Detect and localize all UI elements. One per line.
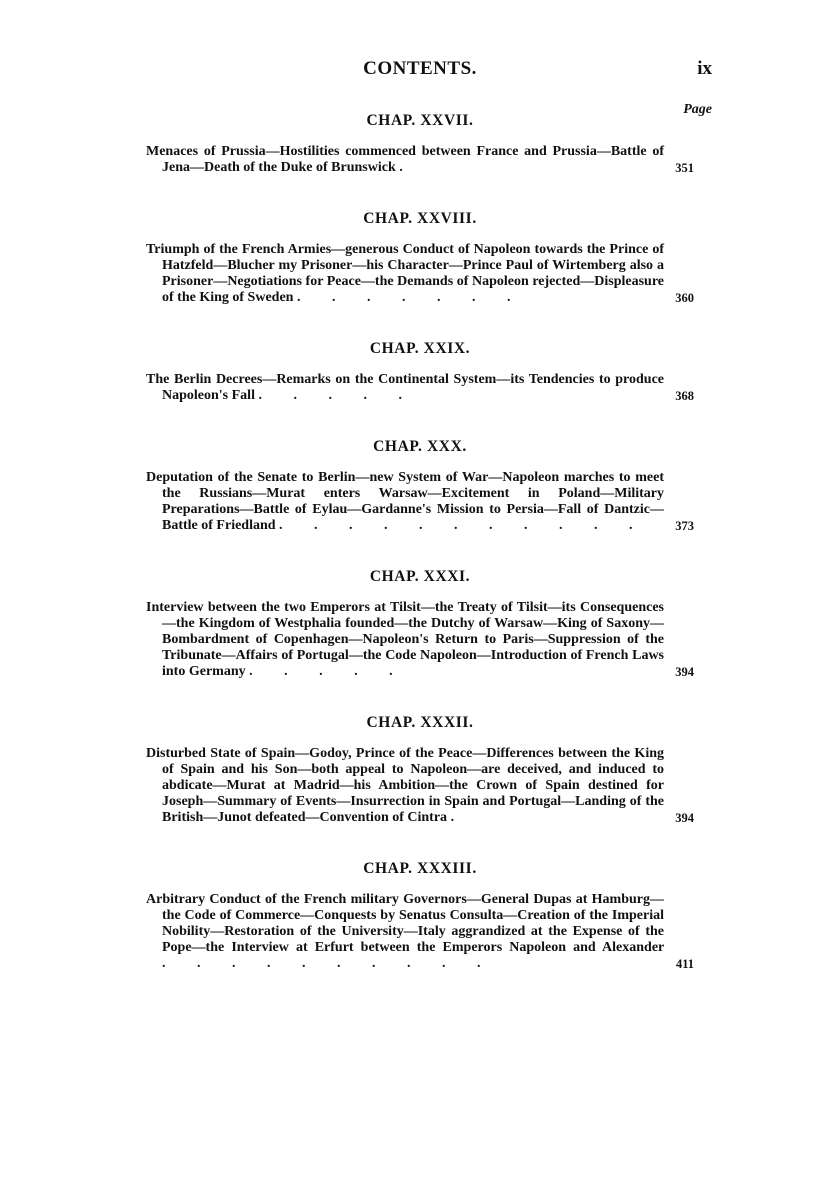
chapter-heading: CHAP. XXXI.	[369, 568, 471, 585]
chapter-summary-text	[146, 242, 664, 306]
dot-leaders: . . . . . . .	[296, 290, 525, 305]
chapter-heading: CHAP. XXIX.	[369, 340, 471, 357]
chapter-summary	[146, 746, 694, 826]
page-header	[0, 58, 840, 88]
chapter-heading: CHAP. XXX.	[373, 438, 467, 455]
chapter-summary-text	[146, 600, 664, 680]
page-column-label: Page	[683, 102, 712, 117]
running-title: CONTENTS.	[363, 58, 477, 79]
chapter-heading: CHAP. XXXII.	[366, 714, 474, 731]
summary-text: Disturbed State of Spain—Godoy, Prince of the Peace—Differences between the King of Spain and his Son—both appeal to Napoleon—are deceived, and induced to abdicate—Murat at Madrid—his Ambition—the Crown of Spain destined for Joseph—Summary of Events—Insurrection in Spain and Portugal—Landing of the British—Junot defeated—Convention of Cintra	[146, 746, 664, 825]
chapter-page-number: 394	[675, 811, 694, 825]
chapter-page-number: 351	[675, 161, 694, 175]
chapter-entry	[146, 112, 694, 176]
chapter-entry	[146, 714, 694, 826]
chapter-heading: CHAP. XXVII.	[366, 112, 474, 129]
chapter-entry	[146, 210, 694, 306]
chapter-summary-text	[146, 372, 664, 404]
chapter-entry	[146, 860, 694, 972]
chapter-heading: CHAP. XXVIII.	[363, 210, 477, 227]
chapter-entry	[146, 568, 694, 680]
chapter-summary	[146, 600, 694, 680]
dot-leaders: .	[399, 160, 417, 175]
chapter-summary-text	[146, 470, 664, 534]
summary-text: Triumph of the French Armies—generous Conduct of Napoleon towards the Prince of Hatzfeld—Blucher my Prisoner—his Character—Prince Paul of Wirtemberg also a Prisoner—Negotiations for Peace—the Demands of Napoleon rejected—Displeasure of the King of Sweden	[146, 242, 664, 305]
chapter-summary	[146, 144, 694, 176]
summary-text: The Berlin Decrees—Remarks on the Continental System—its Tendencies to produce Napoleon's Fall	[146, 372, 664, 403]
summary-text: Interview between the two Emperors at Tilsit—the Treaty of Tilsit—its Consequences—the Kingdom of Westphalia founded—the Dutchy of Warsaw—King of Saxony—Bombardment of Copenhagen—Napoleon's Return to Paris—Suppression of the Tribunate—Affairs of Portugal—the Code Napoleon—Introduction of French Laws into Germany	[146, 600, 664, 679]
dot-leaders: . . . . . . . . . .	[162, 956, 495, 971]
chapter-entry	[146, 340, 694, 404]
dot-leaders: . . . . .	[249, 664, 407, 679]
chapter-summary-text	[146, 746, 664, 826]
chapter-summary-text	[146, 892, 664, 972]
chapter-page-number: 373	[675, 519, 694, 533]
chapter-summary	[146, 242, 694, 306]
chapter-entry	[146, 438, 694, 534]
table-of-contents	[146, 112, 694, 972]
chapter-summary-text	[146, 144, 664, 176]
summary-text: Menaces of Prussia—Hostilities commenced between France and Prussia—Battle of Jena—Death of the Duke of Brunswick	[146, 144, 664, 175]
chapter-summary	[146, 372, 694, 404]
chapter-summary	[146, 892, 694, 972]
chapter-page-number: 360	[675, 291, 694, 305]
dot-leaders: . . . . . . . . . . .	[279, 518, 647, 533]
chapter-page-number: 394	[675, 665, 694, 679]
chapter-page-number: 411	[675, 957, 694, 971]
dot-leaders: . . . . .	[258, 388, 416, 403]
chapter-page-number: 368	[675, 389, 694, 403]
dot-leaders: .	[450, 810, 469, 825]
page-number: ix	[697, 58, 712, 79]
chapter-summary	[146, 470, 694, 534]
summary-text: Arbitrary Conduct of the French military Governors—General Dupas at Hamburg—the Code of Commerce—Conquests by Senatus Consulta—Creation of the Imperial Nobility—Restoration of the University—Italy aggrandized at the Expense of the Pope—the Interview at Erfurt between the Emperors Napoleon and Alexander	[146, 892, 664, 955]
summary-text: Deputation of the Senate to Berlin—new System of War—Napoleon marches to meet the Russians—Murat enters Warsaw—Excitement in Poland—Military Preparations—Battle of Eylau—Gardanne's Mission to Persia—Fall of Dantzic—Battle of Friedland	[146, 470, 664, 533]
chapter-heading: CHAP. XXXIII.	[363, 860, 477, 877]
